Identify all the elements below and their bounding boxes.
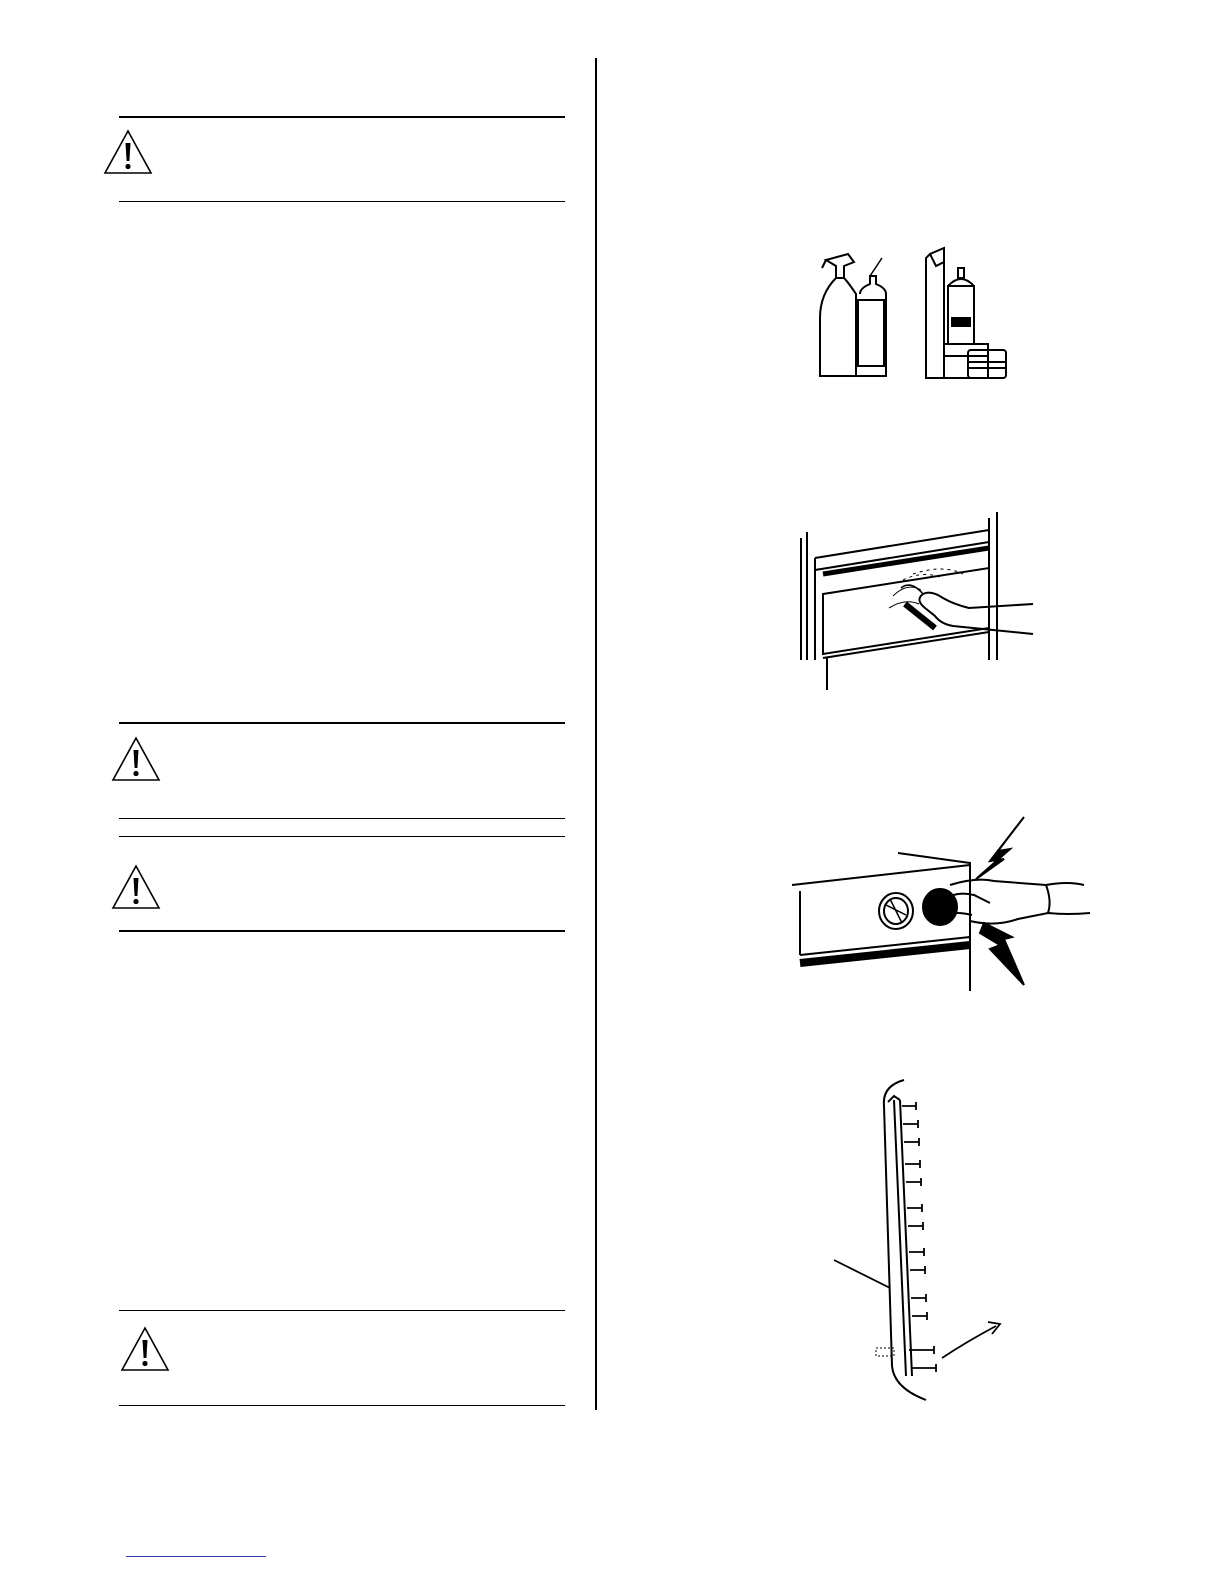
warning-box-4-bottom-rule [119, 1405, 565, 1406]
warning-box-1-bottom-rule [119, 201, 565, 202]
warning-box-1-top-rule [119, 116, 565, 118]
warning-box-3-bottom-rule [119, 930, 565, 932]
cleaning-products-illustration [808, 238, 1012, 384]
warning-box-4-top-rule [119, 1310, 565, 1311]
column-divider [595, 58, 597, 1410]
warning-triangle-icon [111, 735, 161, 783]
warning-triangle-icon [120, 1325, 170, 1373]
warning-box-3-top-rule [119, 836, 565, 837]
footer-link-underline[interactable] [126, 1556, 266, 1557]
warning-triangle-icon [103, 128, 153, 176]
hand-wiping-oven-panel-illustration [793, 508, 1038, 692]
hand-touching-control-knob-shock-illustration [790, 815, 1092, 993]
warning-triangle-icon [111, 863, 161, 911]
shelf-support-rail-removal-illustration [832, 1076, 1012, 1402]
warning-box-2-bottom-rule [119, 818, 565, 819]
warning-box-2-top-rule [119, 722, 565, 724]
